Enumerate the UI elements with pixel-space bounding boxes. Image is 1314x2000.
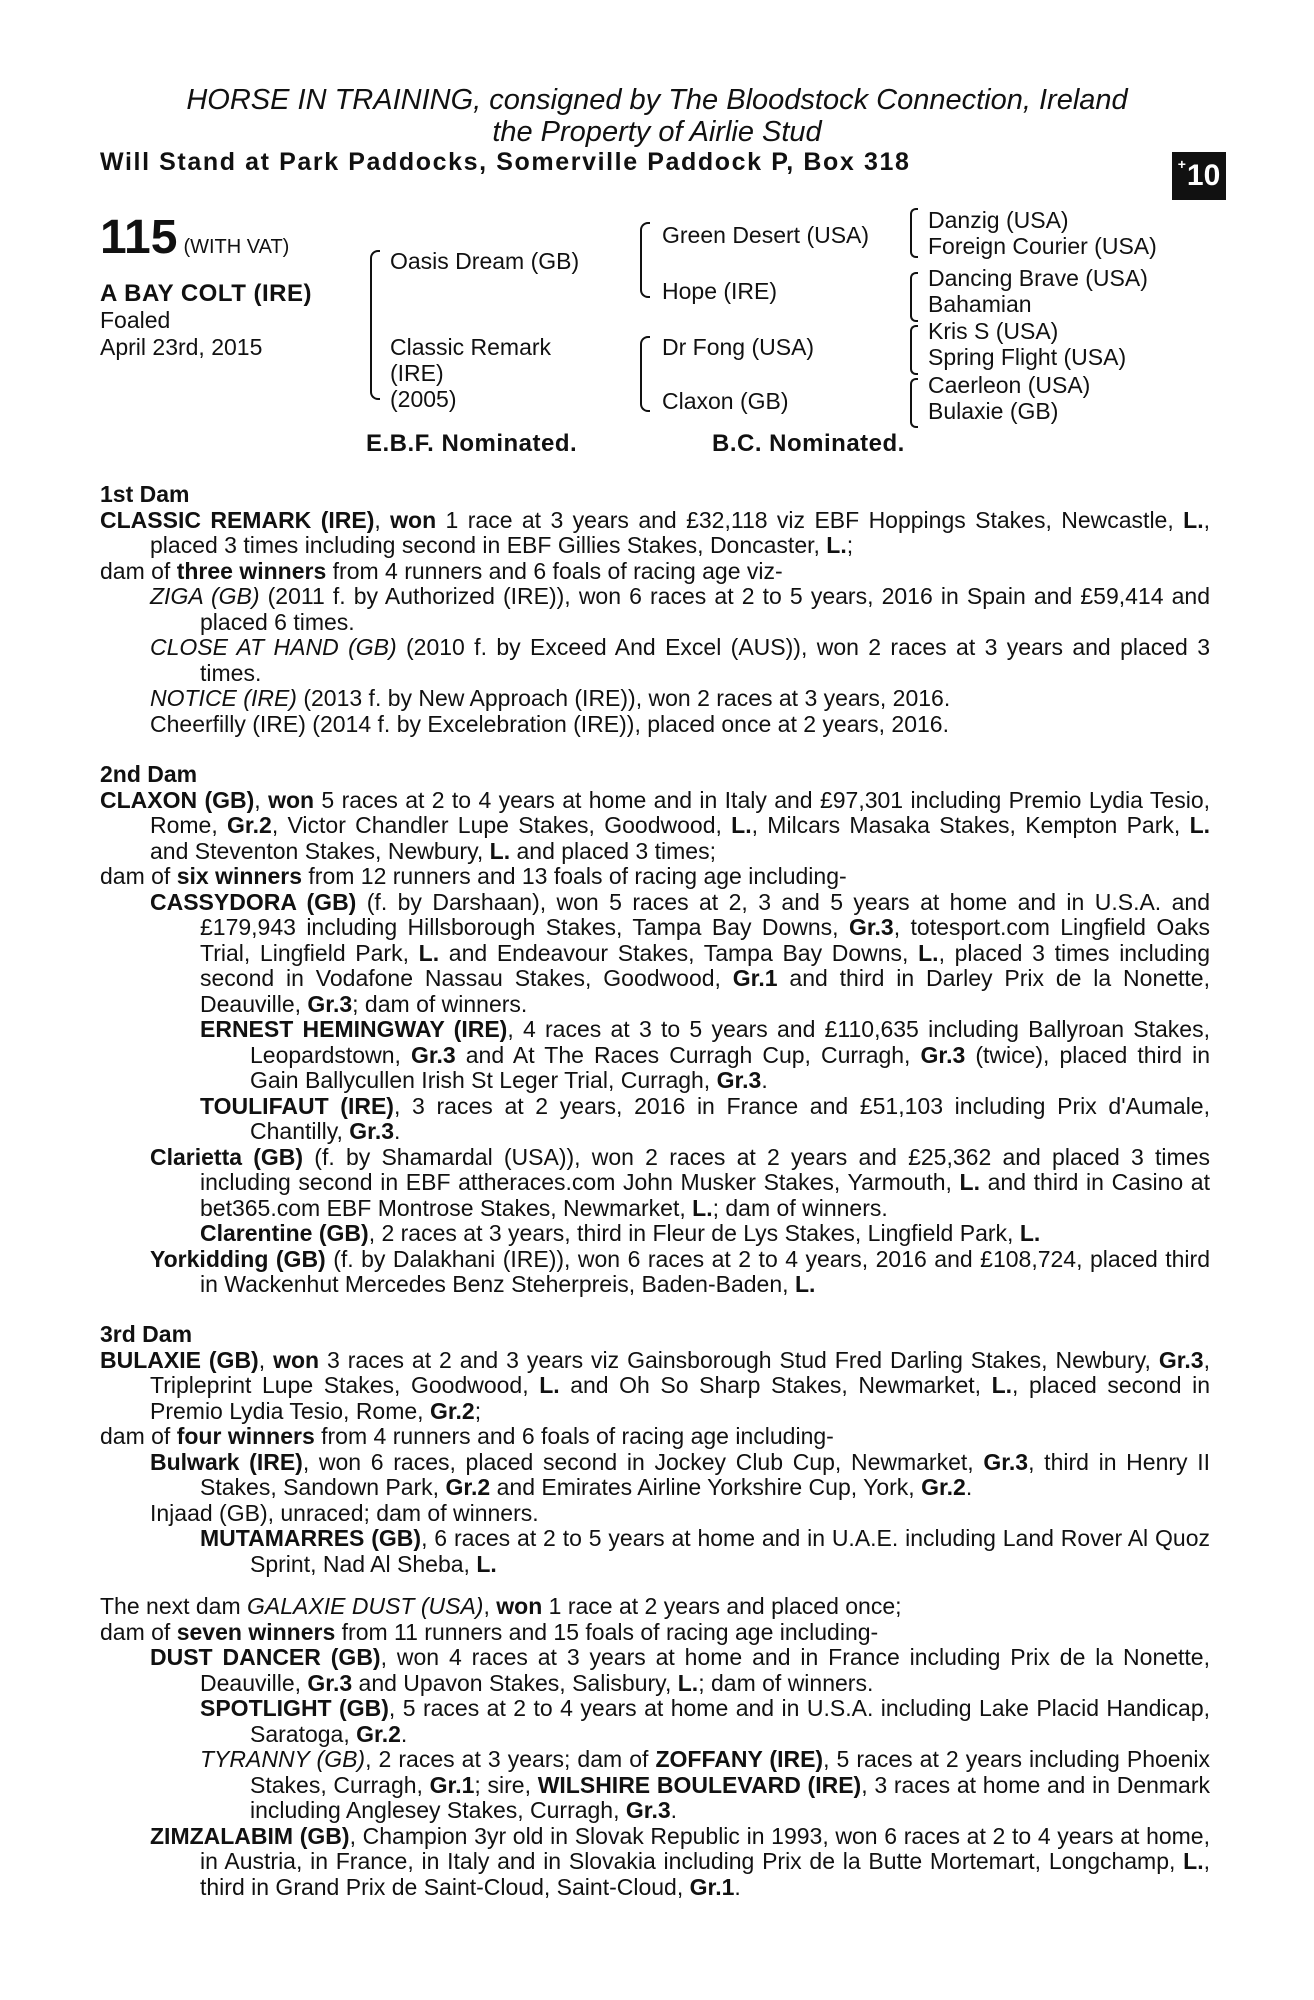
ped-dsd: Spring Flight (USA) [928,344,1127,370]
ped-ssd: Foreign Courier (USA) [928,233,1157,259]
pedigree-brace-1 [370,250,380,400]
pedigree-brace-5 [910,272,918,322]
next-dam-produce-summary: dam of seven winners from 11 runners and 15 foals of racing age including- [100,1618,879,1645]
ped-dds: Caerleon (USA) [928,372,1091,398]
offspring-clarietta: Clarietta (GB) (f. by Shamardal (USA)), won 2 races at 2 years and £25,362 and placed 3 times including second in EBF attheraces.com John Musker Stakes, Yarmouth, L. and third in Casino at bet365.com EBF Montrose Stakes, Newmarket, L.; dam of winners. [150,1143,1210,1221]
second-dam-produce-summary: dam of six winners from 12 runners and 13 foals of racing age including- [100,863,847,889]
lot-title: A BAY COLT (IRE) [100,280,313,307]
offspring-tyranny: TYRANNY (GB), 2 races at 3 years; dam of ZOFFANY (IRE), 5 races at 2 years including Phoenix Stakes, Curragh, Gr.1; sire, WILSHIRE BOULEVARD (IRE), 3 races at home and in Denmark including Anglesey Stakes, Curragh, Gr.3. [200,1746,1211,1823]
lot-number-block [100,210,289,265]
second-dam-record: CLAXON (GB), won 5 races at 2 to 4 years at home and in Italy and £97,301 including Premio Lydia Tesio, Rome, Gr.2, Victor Chandler Lupe Stakes, Goodwood, L., Milcars Masaka Stakes, Kempton Park, L. and Steventon Stakes, Newbury, L. and placed 3 times; [100,786,1211,864]
vat-note: (WITH VAT) [183,236,290,258]
offspring-notice: NOTICE (IRE) (2013 f. by New Approach (IRE)), won 2 races at 3 years, 2016. [150,685,951,711]
header-consignor: HORSE IN TRAINING, consigned by The Bloodstock Connection, Ireland [186,84,1128,116]
foaled-date: April 23rd, 2015 [100,334,263,360]
sire: Oasis Dream (GB) [390,248,580,274]
pedigree-brace-2 [640,222,650,298]
offspring-mutamarres: MUTAMARRES (GB), 6 races at 2 to 5 years at home and in U.A.E. including Land Rover Al Quoz Sprint, Nad Al Sheba, L. [200,1525,1210,1577]
catalogue-badge: + 10 [1172,152,1226,200]
offspring-ernest-hemingway: ERNEST HEMINGWAY (IRE), 4 races at 3 to 5 years and £110,635 including Ballyroan Stakes, Leopardstown, Gr.3 and At The Races Curragh Cup, Curragh, Gr.3 (twice), placed third in Gain Ballycullen Irish St Leger Trial, Curragh, Gr.3. [200,1016,1211,1093]
dam-line3: (2005) [390,386,457,412]
first-dam-produce-summary: dam of three winners from 4 runners and 6 foals of racing age viz- [100,557,783,584]
offspring-close-at-hand: CLOSE AT HAND (GB) (2010 f. by Exceed And Excel (AUS)), won 2 races at 3 years and placed 3 times. [150,634,1210,686]
offspring-yorkidding: Yorkidding (GB) (f. by Dalakhani (IRE)), won 6 races at 2 to 4 years, 2016 and £108,724, placed third in Wackenhut Mercedes Benz Steherpreis, Baden-Baden, L. [150,1245,1210,1297]
third-dam-heading: 3rd Dam [100,1321,193,1347]
dam-dam: Claxon (GB) [662,388,789,414]
offspring-cassydora: CASSYDORA (GB) (f. by Darshaan), won 5 races at 2, 3 and 5 years at home and in U.S.A. and £179,943 including Hillsborough Stakes, Tampa Bay Downs, Gr.3, totesport.com Lingfield Oaks Trial, Lingfield Park, L. and Endeavour Stakes, Tampa Bay Downs, L., placed 3 times including second in Vodafone Nassau Stakes, Goodwood, Gr.1 and third in Darley Prix de la Nonette, Deauville, Gr.3; dam of winners. [150,888,1210,1017]
header-property: the Property of Airlie Stud [492,116,822,148]
next-dam-section [100,1594,1210,1900]
offspring-zimzalabim: ZIMZALABIM (GB), Champion 3yr old in Slovak Republic in 1993, won 6 races at 2 to 4 years at home, in Austria, in France, in Italy and in Slovakia including Prix de la Butte Mortemart, Longchamp, L., third in Grand Prix de Saint-Cloud, Saint-Cloud, Gr.1. [150,1822,1210,1900]
header-location: Will Stand at Park Paddocks, Somerville Paddock P, Box 318 [100,148,911,176]
dam-sire: Dr Fong (USA) [662,334,815,360]
second-dam-section [100,762,1210,1298]
ped-dss: Kris S (USA) [928,318,1059,344]
sire-dam: Hope (IRE) [662,278,778,304]
ped-ddd: Bulaxie (GB) [928,398,1059,424]
first-dam-heading: 1st Dam [100,481,190,507]
next-dam-record: The next dam GALAXIE DUST (USA), won 1 race at 2 years and placed once; [100,1593,902,1619]
offspring-spotlight: SPOTLIGHT (GB), 5 races at 2 to 4 years at home and in U.S.A. including Lake Placid Handicap, Saratoga, Gr.2. [200,1695,1210,1747]
third-dam-record: BULAXIE (GB), won 3 races at 2 and 3 years viz Gainsborough Stud Fred Darling Stakes, Newbury, Gr.3, Tripleprint Lupe Stakes, Goodwood, L. and Oh So Sharp Stakes, Newmarket, L., placed second in Premio Lydia Tesio, Rome, Gr.2; [100,1346,1210,1424]
dam-line1: Classic Remark [390,334,552,360]
offspring-toulifaut: TOULIFAUT (IRE), 3 races at 2 years, 2016 in France and £51,103 including Prix d'Aumale, Chantilly, Gr.3. [200,1092,1210,1144]
offspring-cheerfilly: Cheerfilly (IRE) (2014 f. by Excelebration (IRE)), placed once at 2 years, 2016. [150,710,949,737]
first-dam-record: CLASSIC REMARK (IRE), won 1 race at 3 years and £32,118 viz EBF Hoppings Stakes, Newcastle, L., placed 3 times including second in EBF Gillies Stakes, Doncaster, L.; [100,506,1210,558]
pedigree-brace-7 [910,378,918,428]
ped-sdd: Bahamian [928,291,1032,317]
ebf-nominated: E.B.F. Nominated. [366,430,578,457]
ped-sss: Danzig (USA) [928,207,1069,233]
third-dam-produce-summary: dam of four winners from 4 runners and 6 foals of racing age including- [100,1423,834,1449]
offspring-clarentine: Clarentine (GB), 2 races at 3 years, third in Fleur de Lys Stakes, Lingfield Park, L. [200,1220,1041,1246]
bc-nominated: B.C. Nominated. [712,430,905,457]
pedigree-brace-4 [910,208,918,258]
first-dam-section [100,482,1210,737]
offspring-bulwark: Bulwark (IRE), won 6 races, placed second in Jockey Club Cup, Newmarket, Gr.3, third in Henry II Stakes, Sandown Park, Gr.2 and Emirates Airline Yorkshire Cup, York, Gr.2. [150,1448,1210,1500]
lot-number: 115 [100,211,178,264]
second-dam-heading: 2nd Dam [100,761,198,787]
offspring-ziga: ZIGA (GB) (2011 f. by Authorized (IRE)), won 6 races at 2 to 5 years, 2016 in Spain and £59,414 and placed 6 times. [150,583,1210,635]
pedigree-brace-6 [910,325,918,375]
foaled-label: Foaled [100,307,171,333]
pedigree-brace-3 [640,336,650,412]
dam-line2: (IRE) [390,360,444,386]
third-dam-section [100,1322,1210,1577]
sire-sire: Green Desert (USA) [662,222,870,248]
ped-sds: Dancing Brave (USA) [928,265,1148,291]
offspring-dust-dancer: DUST DANCER (GB), won 4 races at 3 years at home and in France including Prix de la Nonette, Deauville, Gr.3 and Upavon Stakes, Salisbury, L.; dam of winners. [150,1644,1210,1696]
offspring-injaad: Injaad (GB), unraced; dam of winners. [150,1499,539,1526]
